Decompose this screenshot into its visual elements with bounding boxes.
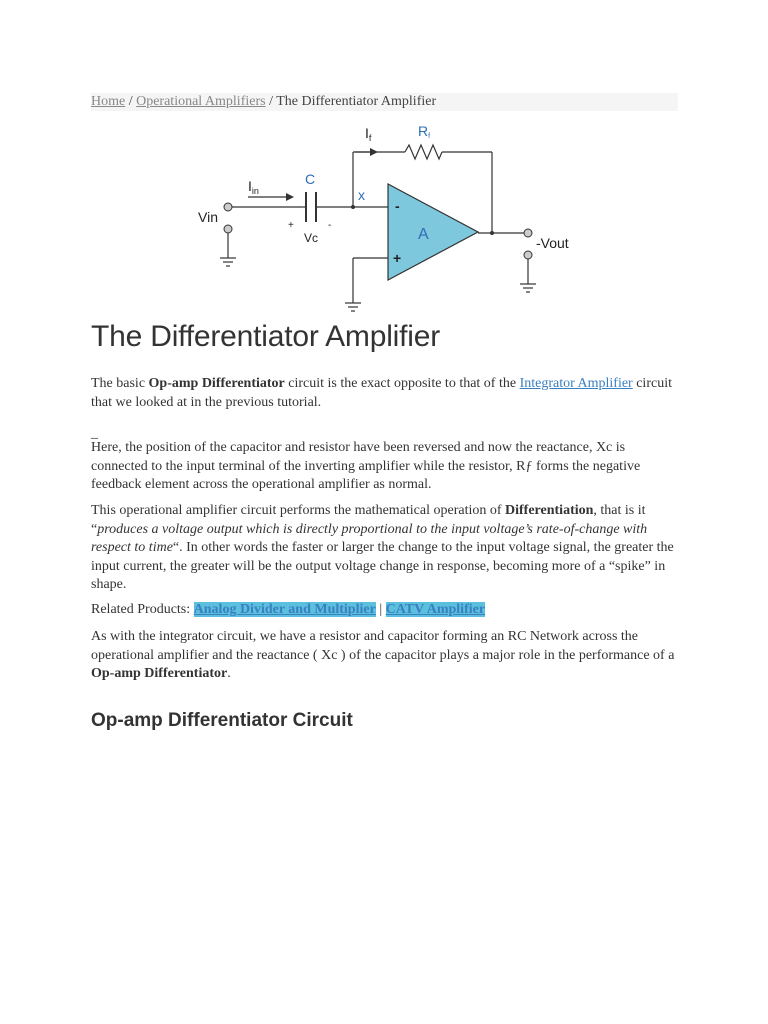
differentiation-paragraph	[91, 502, 681, 595]
catv-amplifier-link[interactable]: CATV Amplifier	[385, 602, 486, 617]
breadcrumb-section-link[interactable]: Operational Amplifiers	[136, 94, 266, 109]
vout-ground-terminal	[524, 251, 532, 259]
capacitor-minus-label: -	[328, 220, 332, 231]
differentiation-text: , that is it “	[91, 503, 646, 537]
junction-dot	[351, 205, 355, 209]
iin-label: I	[248, 178, 252, 194]
rc-network-text: .	[227, 666, 231, 681]
analog-divider-link[interactable]: Analog Divider and Multiplier	[193, 602, 376, 617]
svg-text:Iin	[248, 178, 259, 196]
opamp-triangle	[388, 184, 478, 280]
differentiation-text: This operational amplifier circuit performs the mathematical operation of	[91, 503, 506, 518]
integrator-amplifier-link[interactable]: Integrator Amplifier	[519, 376, 633, 391]
intro-text: circuit is the exact opposite to that of the	[284, 376, 520, 391]
breadcrumb-current: The Differentiator Amplifier	[276, 94, 437, 109]
rc-network-text: As with the integrator circuit, we have a resistor and capacitor forming an RC Network across the operational amplifier and the reactance ( Xc ) of the capacitor plays a major role in the performance of a	[91, 629, 675, 663]
breadcrumb-separator: /	[265, 94, 277, 109]
node-x-label: x	[358, 187, 365, 203]
breadcrumb-separator: /	[125, 94, 137, 109]
vin-label: Vin	[198, 209, 218, 225]
vin-terminal	[224, 203, 232, 211]
vout-terminal	[524, 229, 532, 237]
inverting-input-label: -	[395, 198, 400, 214]
capacitor-label: C	[305, 171, 316, 187]
related-separator: |	[375, 602, 386, 617]
breadcrumb-home-link[interactable]: Home	[91, 94, 126, 109]
iin-arrowhead	[286, 193, 294, 201]
intro-text: The basic	[91, 376, 149, 391]
separator-underscore: _	[91, 426, 98, 441]
differentiation-text: “. In other words the faster or larger the change to the input voltage signal, the greater the input current, the greater will be the output voltage change in response, becoming more of a “spike” in shape.	[91, 540, 674, 592]
breadcrumb	[91, 93, 678, 111]
intro-bold: Op-amp Differentiator	[148, 376, 285, 391]
if-label: I	[365, 125, 369, 141]
section-heading: Op-amp Differentiator Circuit	[91, 710, 353, 731]
if-subscript: f	[368, 133, 372, 143]
rf-label: R	[418, 123, 429, 139]
junction-dot	[490, 231, 494, 235]
iin-subscript: in	[251, 186, 259, 196]
related-products-label: Related Products:	[91, 602, 194, 617]
rf-subscript: f	[428, 133, 431, 140]
opamp-label: A	[418, 226, 429, 243]
if-arrowhead	[370, 148, 378, 156]
capacitor-plus-label: +	[288, 220, 294, 231]
vc-label: Vc	[304, 231, 319, 245]
reactance-paragraph: Here, the position of the capacitor and resistor have been reversed and now the reactance, Xc is connected to the input terminal of the inverting amplifier while the resistor, Rƒ forms the negative feedback element across the operational amplifier as normal.	[91, 440, 641, 492]
vin-ground-terminal	[224, 225, 232, 233]
noninverting-input-label: +	[393, 250, 402, 266]
differentiation-bold: Differentiation	[505, 503, 594, 518]
svg-text:If	[365, 125, 372, 143]
differentiation-quote: produces a voltage output which is directly proportional to the input voltage’s rate-of-change with respect to time	[91, 521, 648, 555]
rc-network-paragraph	[91, 628, 681, 684]
vout-label: -Vout	[536, 235, 569, 251]
related-products	[91, 601, 681, 620]
svg-text:Rf	[418, 123, 430, 140]
page-title: The Differentiator Amplifier	[91, 320, 440, 353]
intro-paragraph	[91, 375, 681, 412]
resistor-rf	[405, 145, 442, 159]
differentiator-circuit-diagram	[190, 118, 590, 318]
intro-text: circuit that we looked at in the previous tutorial.	[91, 376, 672, 410]
rc-network-bold: Op-amp Differentiator	[91, 666, 228, 681]
